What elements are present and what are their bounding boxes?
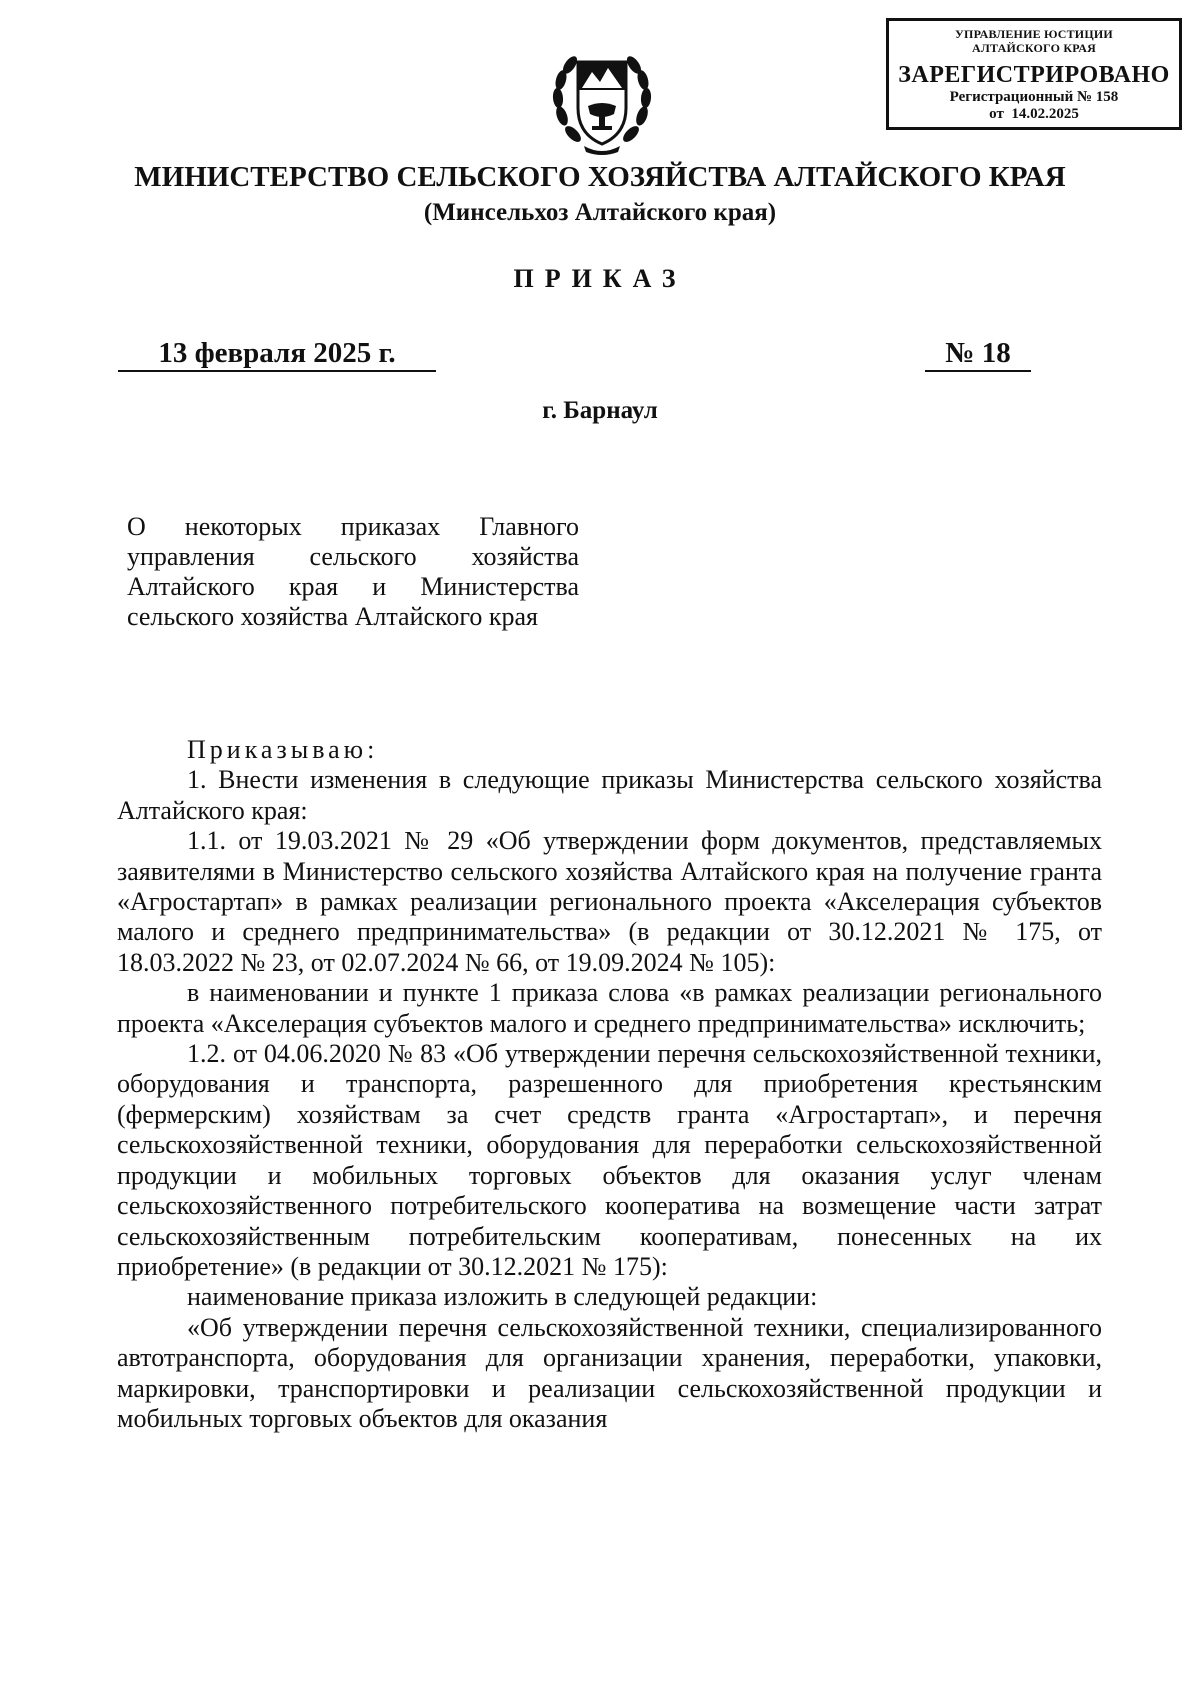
stamp-reg-date: от 14.02.2025	[989, 106, 1079, 122]
paragraph-1-2-change: наименование приказа изложить в следующей редакции:	[187, 1282, 818, 1312]
stamp-org-line1: УПРАВЛЕНИЕ ЮСТИЦИИ	[955, 27, 1113, 41]
ministry-short-name: (Минсельхоз Алтайского края)	[423, 199, 777, 226]
subject-line: управления сельского хозяйства	[127, 542, 579, 571]
order-body	[117, 735, 1102, 1434]
altai-krai-coat-of-arms-icon	[548, 46, 656, 158]
stamp-reg-number: Регистрационный № 158	[949, 89, 1119, 105]
stamp-org-line2: АЛТАЙСКОГО КРАЯ	[972, 41, 1096, 55]
paragraph-1: 1. Внести изменения в следующие приказы Министерства сельского хозяйства Алтайского края:	[117, 765, 1102, 825]
subject-line: О некоторых приказах Главного	[127, 512, 579, 541]
order-city: г. Барнаул	[542, 397, 658, 424]
registration-stamp	[886, 18, 1182, 130]
order-word: Приказываю:	[187, 735, 379, 764]
stamp-status: ЗАРЕГИСТРИРОВАНО	[898, 62, 1170, 88]
order-subject	[127, 512, 579, 632]
subject-line: Алтайского края и Министерства	[127, 572, 579, 601]
order-date: 13 февраля 2025 г.	[118, 336, 436, 372]
order-number: № 18	[925, 336, 1031, 372]
paragraph-1-1: 1.1. от 19.03.2021 № 29 «Об утверждении форм документов, представляемых заявителями в Министерство сельского хозяйства Алтайского края на получение гранта «Агростартап» в рамках реализации регионального проекта «Акселерация субъектов малого и среднего предпринимательства» (в редакции от 30.12.2021 № 175, от 18.03.2022 № 23, от 02.07.2024 № 66, от 19.09.2024 № 105):	[117, 826, 1102, 977]
ministry-title: МИНИСТЕРСТВО СЕЛЬСКОГО ХОЗЯЙСТВА АЛТАЙСКОГО КРАЯ	[134, 161, 1066, 193]
paragraph-1-1-change: в наименовании и пункте 1 приказа слова «в рамках реализации регионального проекта «Акселерация субъектов малого и среднего предпринимательства» исключить;	[117, 978, 1102, 1038]
subject-line: сельского хозяйства Алтайского края	[127, 602, 539, 631]
document-type: ПРИКАЗ	[513, 264, 687, 293]
paragraph-1-2: 1.2. от 04.06.2020 № 83 «Об утверждении перечня сельскохозяйственной техники, оборудования и транспорта, разрешенного для приобретения крестьянским (фермерским) хозяйствам за счет средств гранта «Агростартап», и перечня сельскохозяйственной техники, оборудования для переработки сельскохозяйственной продукции и мобильных торговых объектов для оказания услуг членам сельскохозяйственного потребительского кооператива на возмещение части затрат сельскохозяйственным потребительским кооперативам, понесенных на их приобретение» (в редакции от 30.12.2021 № 175):	[117, 1039, 1102, 1281]
paragraph-1-2-new-name: «Об утверждении перечня сельскохозяйственной техники, специализированного автотранспорта, оборудования для организации хранения, переработки, упаковки, маркировки, транспортировки и реализации сельскохозяйственной продукции и мобильных торговых объектов для оказания	[117, 1312, 1102, 1433]
